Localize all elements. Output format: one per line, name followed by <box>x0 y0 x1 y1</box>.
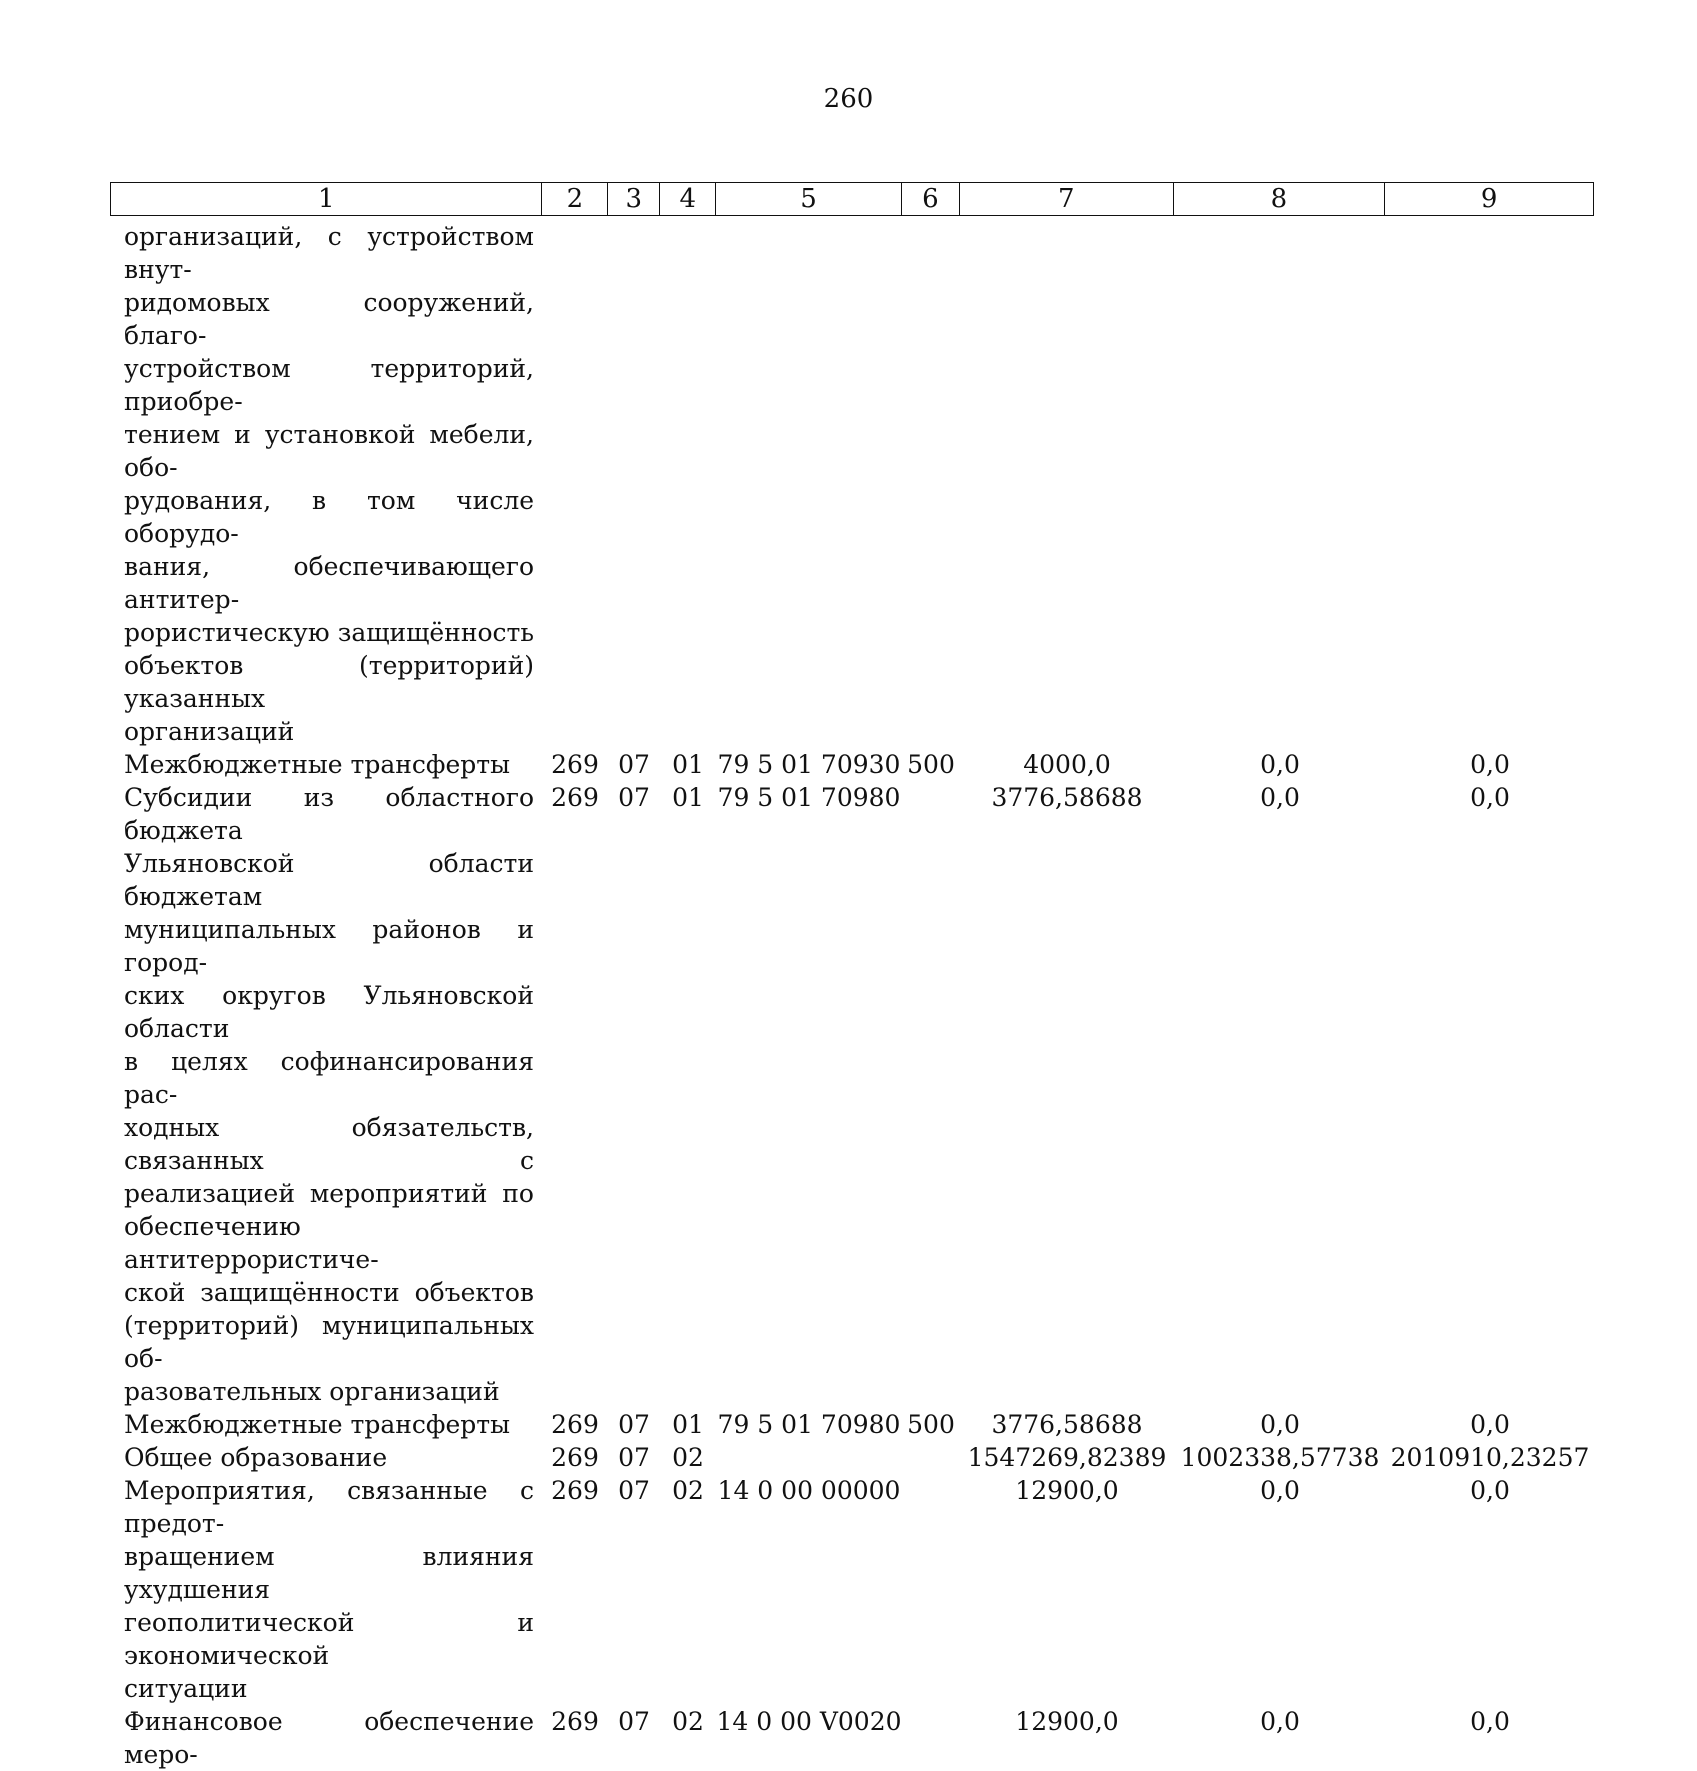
cell-col-2: 269 <box>551 750 599 779</box>
table-row <box>110 1408 1594 1441</box>
row-description <box>110 1441 542 1474</box>
header-col-8: 8 <box>1174 183 1386 215</box>
description-line: Субсидии из областного бюджета <box>124 783 534 845</box>
description-line: устройством территорий, приобре- <box>124 354 534 416</box>
cell-col-8: 0,0 <box>1260 1707 1300 1736</box>
header-col-6: 6 <box>902 183 960 215</box>
description-line: обеспечению антитеррористиче- <box>124 1212 379 1274</box>
cell-col-9: 2010910,23257 <box>1390 1443 1590 1472</box>
table-body <box>110 220 1594 1771</box>
description-line: разовательных организаций <box>124 1377 500 1406</box>
cell-col-6: 500 <box>907 1410 955 1439</box>
cell-col-3: 07 <box>618 750 650 779</box>
description-line: ситуации <box>124 1674 248 1703</box>
cell-col-4: 02 <box>672 1707 704 1736</box>
cell-col-6 <box>902 1441 960 1474</box>
cell-col-8 <box>1174 220 1386 748</box>
header-col-3: 3 <box>608 183 660 215</box>
cell-col-2: 269 <box>551 1443 599 1472</box>
table-header <box>110 182 1594 216</box>
cell-col-2: 269 <box>551 783 599 812</box>
description-line: организаций <box>124 717 295 746</box>
cell-col-7: 4000,0 <box>1023 750 1111 779</box>
cell-col-4: 02 <box>672 1443 704 1472</box>
description-line: муниципальных районов и город- <box>124 915 534 977</box>
description-line: ских округов Ульяновской области <box>124 981 534 1043</box>
description-line: Ульяновской области бюджетам <box>124 849 534 911</box>
cell-col-2 <box>542 220 608 748</box>
cell-col-9: 0,0 <box>1470 750 1510 779</box>
description-line: вращением влияния ухудшения <box>124 1542 534 1604</box>
cell-col-7: 3776,58688 <box>991 783 1143 812</box>
description-line: реализацией мероприятий по <box>124 1179 534 1208</box>
description-line: ской защищённости объектов <box>124 1278 534 1307</box>
cell-col-4: 01 <box>672 1410 704 1439</box>
cell-col-3: 07 <box>618 783 650 812</box>
row-description <box>110 781 542 1408</box>
table-row <box>110 748 1594 781</box>
description-line: (территорий) муниципальных об- <box>124 1311 534 1373</box>
cell-col-9: 0,0 <box>1470 1410 1510 1439</box>
header-col-9: 9 <box>1480 184 1498 214</box>
cell-col-4: 02 <box>672 1476 704 1505</box>
description-line: в целях софинансирования рас- <box>124 1047 534 1109</box>
cell-col-5: 79 5 01 70930 <box>717 750 901 779</box>
cell-col-5: 79 5 01 70980 <box>717 1410 901 1439</box>
cell-col-5: 14 0 00 V0020 <box>716 1707 902 1736</box>
cell-col-3: 07 <box>618 1443 650 1472</box>
description-line: ридомовых сооружений, благо- <box>124 288 534 350</box>
cell-col-7: 1547269,82389 <box>967 1443 1167 1472</box>
description-line: ходных обязательств, связанных с <box>124 1113 534 1175</box>
cell-col-9: 0,0 <box>1470 783 1510 812</box>
cell-col-7: 12900,0 <box>1015 1476 1119 1505</box>
cell-col-7: 3776,58688 <box>991 1410 1143 1439</box>
row-description <box>110 220 542 748</box>
row-description <box>110 1408 542 1441</box>
cell-col-5: 79 5 01 70980 <box>717 783 901 812</box>
cell-col-9 <box>1386 220 1594 748</box>
cell-col-3: 07 <box>618 1476 650 1505</box>
header-col-2: 2 <box>542 183 608 215</box>
header-col-4: 4 <box>660 183 716 215</box>
header-col-1: 1 <box>111 183 542 215</box>
cell-col-6 <box>902 1705 960 1771</box>
table-row <box>110 1474 1594 1705</box>
description-line: Общее образование <box>124 1443 388 1472</box>
cell-col-8: 1002338,57738 <box>1180 1443 1380 1472</box>
cell-col-6 <box>902 220 960 748</box>
cell-col-8: 0,0 <box>1260 1476 1300 1505</box>
cell-col-4 <box>660 220 716 748</box>
description-line: рористическую защищённость <box>124 618 534 647</box>
row-description <box>110 1474 542 1705</box>
cell-col-8: 0,0 <box>1260 1410 1300 1439</box>
cell-col-5 <box>716 220 902 748</box>
header-col-7: 7 <box>960 183 1174 215</box>
cell-col-8: 0,0 <box>1260 783 1300 812</box>
cell-col-7: 12900,0 <box>1015 1707 1119 1736</box>
row-description <box>110 748 542 781</box>
cell-col-2: 269 <box>551 1476 599 1505</box>
page-number: 260 <box>823 84 874 114</box>
cell-col-3: 07 <box>618 1707 650 1736</box>
cell-col-4: 01 <box>672 750 704 779</box>
description-line: рудования, в том числе оборудо- <box>124 486 534 548</box>
description-line: Мероприятия, связанные с предот- <box>124 1476 534 1538</box>
description-line: вания, обеспечивающего антитер- <box>124 552 534 614</box>
row-description <box>110 1705 542 1771</box>
cell-col-2: 269 <box>551 1707 599 1736</box>
cell-col-6: 500 <box>907 750 955 779</box>
description-line: Межбюджетные трансферты <box>124 1410 511 1439</box>
cell-col-6 <box>902 781 960 1408</box>
cell-col-2: 269 <box>551 1410 599 1439</box>
cell-col-9: 0,0 <box>1470 1476 1510 1505</box>
table-row <box>110 1705 1594 1771</box>
cell-col-9: 0,0 <box>1470 1707 1510 1736</box>
table-row <box>110 220 1594 748</box>
table-row <box>110 1441 1594 1474</box>
header-col-5: 5 <box>716 183 902 215</box>
description-line: тением и установкой мебели, обо- <box>124 420 534 482</box>
description-line: Межбюджетные трансферты <box>124 750 511 779</box>
cell-col-5 <box>716 1441 902 1474</box>
cell-col-5: 14 0 00 00000 <box>717 1476 901 1505</box>
cell-col-8: 0,0 <box>1260 750 1300 779</box>
description-line: объектов (территорий) указанных <box>124 651 534 713</box>
cell-col-7 <box>960 220 1174 748</box>
table-row <box>110 781 1594 1408</box>
cell-col-3 <box>608 220 660 748</box>
description-line: Финансовое обеспечение меро- <box>124 1707 534 1769</box>
cell-col-3: 07 <box>618 1410 650 1439</box>
cell-col-6 <box>902 1474 960 1705</box>
description-line: организаций, с устройством внут- <box>124 222 534 284</box>
description-line: геополитической и экономической <box>124 1608 534 1670</box>
cell-col-4: 01 <box>672 783 704 812</box>
